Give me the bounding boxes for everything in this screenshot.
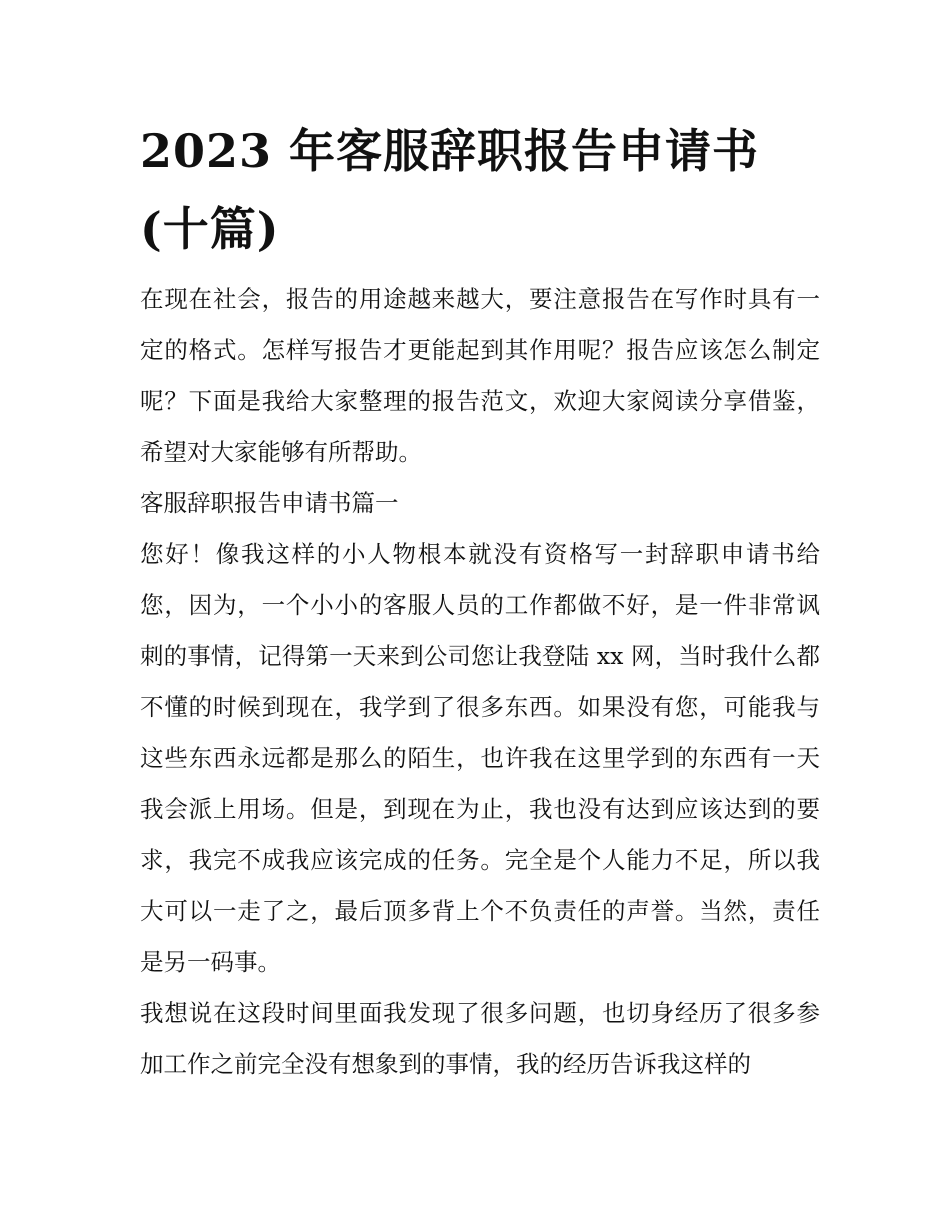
- title-line-1: 2023 年客服辞职报告申请书: [140, 124, 760, 178]
- title-line-2: (十篇): [140, 202, 280, 256]
- body-paragraph-2: 我想说在这段时间里面我发现了很多问题，也切身经历了很多参加工作之前完全没有想象到的事情，我的经历告诉我这样的: [140, 999, 820, 1078]
- section-heading: 客服辞职报告申请书篇一: [140, 489, 399, 517]
- intro-paragraph: 在现在社会，报告的用途越来越大，要注意报告在写作时具有一定的格式。怎样写报告才更能起到其作用呢？报告应该怎么制定呢？下面是我给大家整理的报告范文，欢迎大家阅读分享借鉴，希望对大家能够有所帮助。: [140, 285, 820, 466]
- document-content: [140, 112, 820, 1090]
- document-title: [140, 112, 820, 268]
- body-paragraph-1: 您好！像我这样的小人物根本就没有资格写一封辞职申请书给您，因为，一个小小的客服人员的工作都做不好，是一件非常讽刺的事情，记得第一天来到公司您让我登陆 xx 网，当时我什么都不懂的时候到现在，我学到了很多东西。如果没有您，可能我与这些东西永远都是那么的陌生，也许我在这里学到的东西有一天我会派上用场。但是，到现在为止，我也没有达到应该达到的要求，我完不成我应该完成的任务。完全是个人能力不足，所以我大可以一走了之，最后顶多背上个不负责任的声誉。当然，责任是另一码事。: [140, 540, 820, 976]
